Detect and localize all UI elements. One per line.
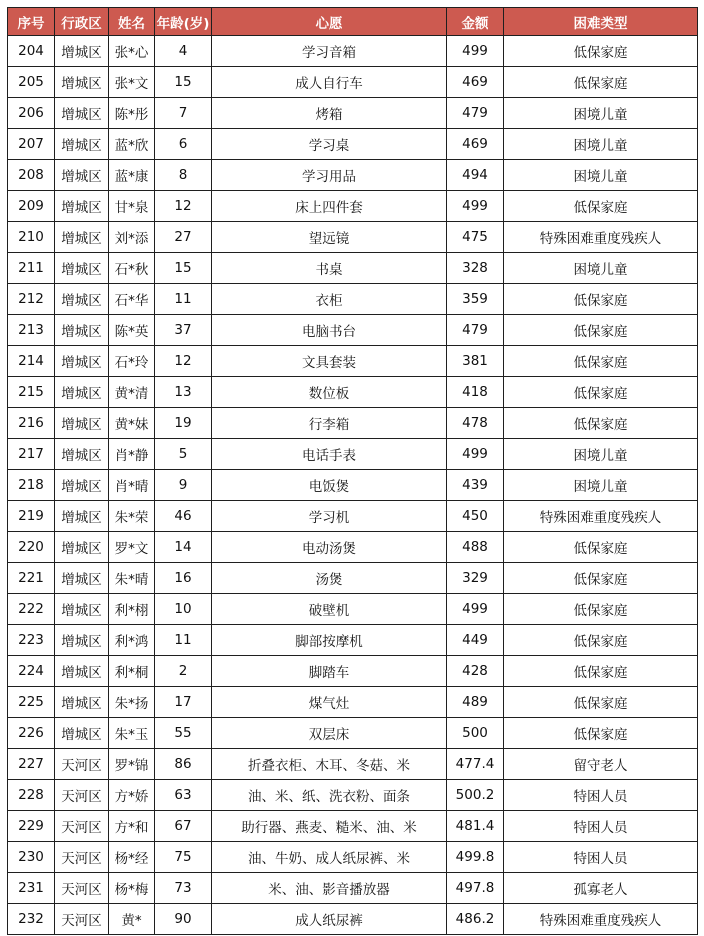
cell-serial: 211 bbox=[8, 253, 55, 284]
cell-amount: 499 bbox=[447, 439, 504, 470]
cell-district: 增城区 bbox=[55, 315, 109, 346]
cell-wish: 双层床 bbox=[212, 718, 447, 749]
cell-serial: 230 bbox=[8, 842, 55, 873]
cell-wish: 煤气灶 bbox=[212, 687, 447, 718]
cell-serial: 222 bbox=[8, 594, 55, 625]
cell-district: 增城区 bbox=[55, 36, 109, 67]
cell-district: 增城区 bbox=[55, 718, 109, 749]
cell-name: 罗*文 bbox=[109, 532, 155, 563]
cell-name: 张*心 bbox=[109, 36, 155, 67]
cell-district: 增城区 bbox=[55, 625, 109, 656]
cell-amount: 479 bbox=[447, 315, 504, 346]
cell-wish: 烤箱 bbox=[212, 98, 447, 129]
cell-district: 增城区 bbox=[55, 253, 109, 284]
cell-wish: 学习桌 bbox=[212, 129, 447, 160]
cell-amount: 475 bbox=[447, 222, 504, 253]
cell-serial: 229 bbox=[8, 811, 55, 842]
cell-amount: 477.4 bbox=[447, 749, 504, 780]
cell-serial: 224 bbox=[8, 656, 55, 687]
cell-amount: 499 bbox=[447, 191, 504, 222]
cell-age: 27 bbox=[155, 222, 212, 253]
table-row bbox=[8, 191, 698, 222]
cell-name: 刘*添 bbox=[109, 222, 155, 253]
table-row bbox=[8, 749, 698, 780]
table-row bbox=[8, 563, 698, 594]
table-row bbox=[8, 346, 698, 377]
cell-wish: 脚部按摩机 bbox=[212, 625, 447, 656]
cell-name: 石*秋 bbox=[109, 253, 155, 284]
cell-wish: 学习用品 bbox=[212, 160, 447, 191]
cell-hardship-type: 困境儿童 bbox=[504, 98, 698, 129]
cell-age: 14 bbox=[155, 532, 212, 563]
cell-district: 增城区 bbox=[55, 160, 109, 191]
cell-wish: 数位板 bbox=[212, 377, 447, 408]
table-row bbox=[8, 656, 698, 687]
cell-district: 增城区 bbox=[55, 408, 109, 439]
table-row bbox=[8, 253, 698, 284]
cell-hardship-type: 低保家庭 bbox=[504, 191, 698, 222]
cell-amount: 328 bbox=[447, 253, 504, 284]
cell-hardship-type: 低保家庭 bbox=[504, 67, 698, 98]
table-row bbox=[8, 315, 698, 346]
cell-name: 杨*梅 bbox=[109, 873, 155, 904]
cell-age: 12 bbox=[155, 191, 212, 222]
table-row bbox=[8, 98, 698, 129]
cell-age: 37 bbox=[155, 315, 212, 346]
cell-wish: 望远镜 bbox=[212, 222, 447, 253]
cell-amount: 481.4 bbox=[447, 811, 504, 842]
cell-amount: 486.2 bbox=[447, 904, 504, 935]
cell-age: 11 bbox=[155, 625, 212, 656]
cell-hardship-type: 低保家庭 bbox=[504, 532, 698, 563]
cell-amount: 418 bbox=[447, 377, 504, 408]
cell-hardship-type: 低保家庭 bbox=[504, 563, 698, 594]
cell-hardship-type: 特困人员 bbox=[504, 842, 698, 873]
cell-name: 张*文 bbox=[109, 67, 155, 98]
cell-serial: 206 bbox=[8, 98, 55, 129]
cell-serial: 204 bbox=[8, 36, 55, 67]
cell-wish: 脚踏车 bbox=[212, 656, 447, 687]
table-row bbox=[8, 687, 698, 718]
cell-name: 方*娇 bbox=[109, 780, 155, 811]
cell-age: 19 bbox=[155, 408, 212, 439]
cell-name: 肖*静 bbox=[109, 439, 155, 470]
cell-hardship-type: 困境儿童 bbox=[504, 253, 698, 284]
cell-district: 增城区 bbox=[55, 377, 109, 408]
cell-wish: 折叠衣柜、木耳、冬菇、米 bbox=[212, 749, 447, 780]
table-row bbox=[8, 470, 698, 501]
cell-age: 2 bbox=[155, 656, 212, 687]
cell-wish: 成人自行车 bbox=[212, 67, 447, 98]
cell-serial: 228 bbox=[8, 780, 55, 811]
table-row bbox=[8, 222, 698, 253]
cell-wish: 床上四件套 bbox=[212, 191, 447, 222]
cell-hardship-type: 特殊困难重度残疾人 bbox=[504, 222, 698, 253]
cell-serial: 226 bbox=[8, 718, 55, 749]
cell-amount: 449 bbox=[447, 625, 504, 656]
header-cell-serial: 序号 bbox=[8, 8, 55, 36]
table-row bbox=[8, 129, 698, 160]
cell-wish: 油、米、纸、洗衣粉、面条 bbox=[212, 780, 447, 811]
cell-amount: 381 bbox=[447, 346, 504, 377]
cell-amount: 428 bbox=[447, 656, 504, 687]
cell-age: 55 bbox=[155, 718, 212, 749]
cell-serial: 232 bbox=[8, 904, 55, 935]
cell-district: 增城区 bbox=[55, 129, 109, 160]
table-row bbox=[8, 408, 698, 439]
cell-district: 增城区 bbox=[55, 532, 109, 563]
cell-wish: 学习音箱 bbox=[212, 36, 447, 67]
cell-age: 5 bbox=[155, 439, 212, 470]
cell-hardship-type: 低保家庭 bbox=[504, 315, 698, 346]
cell-wish: 助行器、燕麦、糙米、油、米 bbox=[212, 811, 447, 842]
cell-district: 增城区 bbox=[55, 191, 109, 222]
cell-serial: 225 bbox=[8, 687, 55, 718]
cell-hardship-type: 特殊困难重度残疾人 bbox=[504, 501, 698, 532]
cell-amount: 499 bbox=[447, 594, 504, 625]
cell-serial: 213 bbox=[8, 315, 55, 346]
table-row bbox=[8, 873, 698, 904]
header-cell-district: 行政区 bbox=[55, 8, 109, 36]
cell-age: 6 bbox=[155, 129, 212, 160]
cell-serial: 231 bbox=[8, 873, 55, 904]
cell-hardship-type: 困境儿童 bbox=[504, 470, 698, 501]
cell-name: 陈*彤 bbox=[109, 98, 155, 129]
table-row bbox=[8, 36, 698, 67]
cell-name: 利*栩 bbox=[109, 594, 155, 625]
table-row bbox=[8, 439, 698, 470]
cell-age: 11 bbox=[155, 284, 212, 315]
cell-serial: 209 bbox=[8, 191, 55, 222]
cell-wish: 行李箱 bbox=[212, 408, 447, 439]
cell-wish: 文具套装 bbox=[212, 346, 447, 377]
cell-hardship-type: 低保家庭 bbox=[504, 346, 698, 377]
cell-district: 增城区 bbox=[55, 346, 109, 377]
cell-district: 天河区 bbox=[55, 811, 109, 842]
cell-wish: 汤煲 bbox=[212, 563, 447, 594]
cell-district: 天河区 bbox=[55, 873, 109, 904]
table-row bbox=[8, 718, 698, 749]
cell-hardship-type: 低保家庭 bbox=[504, 284, 698, 315]
cell-serial: 219 bbox=[8, 501, 55, 532]
cell-name: 朱*玉 bbox=[109, 718, 155, 749]
cell-serial: 207 bbox=[8, 129, 55, 160]
cell-amount: 488 bbox=[447, 532, 504, 563]
cell-hardship-type: 低保家庭 bbox=[504, 718, 698, 749]
cell-wish: 衣柜 bbox=[212, 284, 447, 315]
cell-hardship-type: 低保家庭 bbox=[504, 687, 698, 718]
cell-hardship-type: 低保家庭 bbox=[504, 625, 698, 656]
cell-district: 增城区 bbox=[55, 501, 109, 532]
table-header bbox=[8, 8, 698, 36]
cell-wish: 电话手表 bbox=[212, 439, 447, 470]
cell-age: 17 bbox=[155, 687, 212, 718]
cell-name: 利*桐 bbox=[109, 656, 155, 687]
cell-district: 增城区 bbox=[55, 67, 109, 98]
header-cell-hardship-type: 困难类型 bbox=[504, 8, 698, 36]
cell-amount: 478 bbox=[447, 408, 504, 439]
cell-name: 蓝*康 bbox=[109, 160, 155, 191]
cell-district: 增城区 bbox=[55, 563, 109, 594]
header-cell-name: 姓名 bbox=[109, 8, 155, 36]
cell-serial: 212 bbox=[8, 284, 55, 315]
cell-hardship-type: 困境儿童 bbox=[504, 439, 698, 470]
cell-age: 73 bbox=[155, 873, 212, 904]
cell-name: 朱*扬 bbox=[109, 687, 155, 718]
cell-amount: 500 bbox=[447, 718, 504, 749]
cell-serial: 208 bbox=[8, 160, 55, 191]
cell-district: 增城区 bbox=[55, 98, 109, 129]
cell-age: 90 bbox=[155, 904, 212, 935]
table-row bbox=[8, 780, 698, 811]
cell-name: 朱*晴 bbox=[109, 563, 155, 594]
cell-wish: 电饭煲 bbox=[212, 470, 447, 501]
table-row bbox=[8, 842, 698, 873]
table-row bbox=[8, 67, 698, 98]
cell-district: 增城区 bbox=[55, 470, 109, 501]
cell-hardship-type: 特殊困难重度残疾人 bbox=[504, 904, 698, 935]
cell-hardship-type: 留守老人 bbox=[504, 749, 698, 780]
cell-wish: 学习机 bbox=[212, 501, 447, 532]
cell-name: 甘*泉 bbox=[109, 191, 155, 222]
cell-hardship-type: 低保家庭 bbox=[504, 656, 698, 687]
cell-name: 肖*晴 bbox=[109, 470, 155, 501]
cell-age: 15 bbox=[155, 253, 212, 284]
cell-amount: 450 bbox=[447, 501, 504, 532]
header-row bbox=[8, 8, 698, 36]
cell-serial: 217 bbox=[8, 439, 55, 470]
cell-wish: 米、油、影音播放器 bbox=[212, 873, 447, 904]
cell-wish: 油、牛奶、成人纸尿裤、米 bbox=[212, 842, 447, 873]
cell-district: 天河区 bbox=[55, 780, 109, 811]
cell-wish: 书桌 bbox=[212, 253, 447, 284]
cell-hardship-type: 低保家庭 bbox=[504, 377, 698, 408]
cell-amount: 489 bbox=[447, 687, 504, 718]
cell-district: 增城区 bbox=[55, 687, 109, 718]
cell-amount: 499.8 bbox=[447, 842, 504, 873]
cell-district: 增城区 bbox=[55, 284, 109, 315]
cell-serial: 214 bbox=[8, 346, 55, 377]
table-row bbox=[8, 284, 698, 315]
cell-serial: 216 bbox=[8, 408, 55, 439]
header-cell-amount: 金额 bbox=[447, 8, 504, 36]
cell-name: 陈*英 bbox=[109, 315, 155, 346]
cell-name: 蓝*欣 bbox=[109, 129, 155, 160]
cell-age: 46 bbox=[155, 501, 212, 532]
cell-age: 13 bbox=[155, 377, 212, 408]
cell-amount: 359 bbox=[447, 284, 504, 315]
cell-age: 7 bbox=[155, 98, 212, 129]
table-row bbox=[8, 594, 698, 625]
cell-name: 石*玲 bbox=[109, 346, 155, 377]
cell-age: 4 bbox=[155, 36, 212, 67]
cell-age: 10 bbox=[155, 594, 212, 625]
cell-age: 86 bbox=[155, 749, 212, 780]
table-row bbox=[8, 532, 698, 563]
cell-name: 利*鸿 bbox=[109, 625, 155, 656]
header-cell-wish: 心愿 bbox=[212, 8, 447, 36]
cell-hardship-type: 低保家庭 bbox=[504, 408, 698, 439]
cell-district: 增城区 bbox=[55, 439, 109, 470]
cell-amount: 469 bbox=[447, 129, 504, 160]
cell-serial: 223 bbox=[8, 625, 55, 656]
cell-district: 天河区 bbox=[55, 749, 109, 780]
cell-age: 15 bbox=[155, 67, 212, 98]
cell-age: 63 bbox=[155, 780, 212, 811]
cell-name: 方*和 bbox=[109, 811, 155, 842]
cell-serial: 210 bbox=[8, 222, 55, 253]
cell-wish: 电动汤煲 bbox=[212, 532, 447, 563]
cell-hardship-type: 低保家庭 bbox=[504, 594, 698, 625]
cell-age: 67 bbox=[155, 811, 212, 842]
cell-serial: 220 bbox=[8, 532, 55, 563]
cell-district: 增城区 bbox=[55, 656, 109, 687]
cell-hardship-type: 特困人员 bbox=[504, 780, 698, 811]
cell-wish: 成人纸尿裤 bbox=[212, 904, 447, 935]
cell-name: 罗*锦 bbox=[109, 749, 155, 780]
cell-wish: 电脑书台 bbox=[212, 315, 447, 346]
cell-serial: 218 bbox=[8, 470, 55, 501]
cell-hardship-type: 困境儿童 bbox=[504, 129, 698, 160]
cell-amount: 500.2 bbox=[447, 780, 504, 811]
header-cell-age: 年龄(岁) bbox=[155, 8, 212, 36]
cell-serial: 205 bbox=[8, 67, 55, 98]
cell-amount: 494 bbox=[447, 160, 504, 191]
table-row bbox=[8, 811, 698, 842]
cell-name: 黄* bbox=[109, 904, 155, 935]
cell-amount: 329 bbox=[447, 563, 504, 594]
table-row bbox=[8, 377, 698, 408]
cell-serial: 215 bbox=[8, 377, 55, 408]
cell-serial: 221 bbox=[8, 563, 55, 594]
cell-age: 16 bbox=[155, 563, 212, 594]
cell-amount: 479 bbox=[447, 98, 504, 129]
cell-amount: 469 bbox=[447, 67, 504, 98]
table-row bbox=[8, 501, 698, 532]
cell-wish: 破壁机 bbox=[212, 594, 447, 625]
cell-age: 75 bbox=[155, 842, 212, 873]
cell-name: 黄*清 bbox=[109, 377, 155, 408]
table-row bbox=[8, 904, 698, 935]
table-row bbox=[8, 160, 698, 191]
cell-amount: 439 bbox=[447, 470, 504, 501]
cell-hardship-type: 特困人员 bbox=[504, 811, 698, 842]
cell-age: 8 bbox=[155, 160, 212, 191]
cell-age: 9 bbox=[155, 470, 212, 501]
cell-name: 黄*妹 bbox=[109, 408, 155, 439]
cell-name: 石*华 bbox=[109, 284, 155, 315]
cell-district: 天河区 bbox=[55, 904, 109, 935]
cell-name: 朱*荣 bbox=[109, 501, 155, 532]
cell-age: 12 bbox=[155, 346, 212, 377]
cell-name: 杨*经 bbox=[109, 842, 155, 873]
cell-district: 增城区 bbox=[55, 594, 109, 625]
cell-amount: 499 bbox=[447, 36, 504, 67]
table-row bbox=[8, 625, 698, 656]
table-body bbox=[8, 36, 698, 935]
cell-amount: 497.8 bbox=[447, 873, 504, 904]
cell-district: 增城区 bbox=[55, 222, 109, 253]
cell-hardship-type: 孤寡老人 bbox=[504, 873, 698, 904]
cell-hardship-type: 低保家庭 bbox=[504, 36, 698, 67]
wish-list-table bbox=[7, 7, 698, 935]
cell-serial: 227 bbox=[8, 749, 55, 780]
cell-hardship-type: 困境儿童 bbox=[504, 160, 698, 191]
cell-district: 天河区 bbox=[55, 842, 109, 873]
